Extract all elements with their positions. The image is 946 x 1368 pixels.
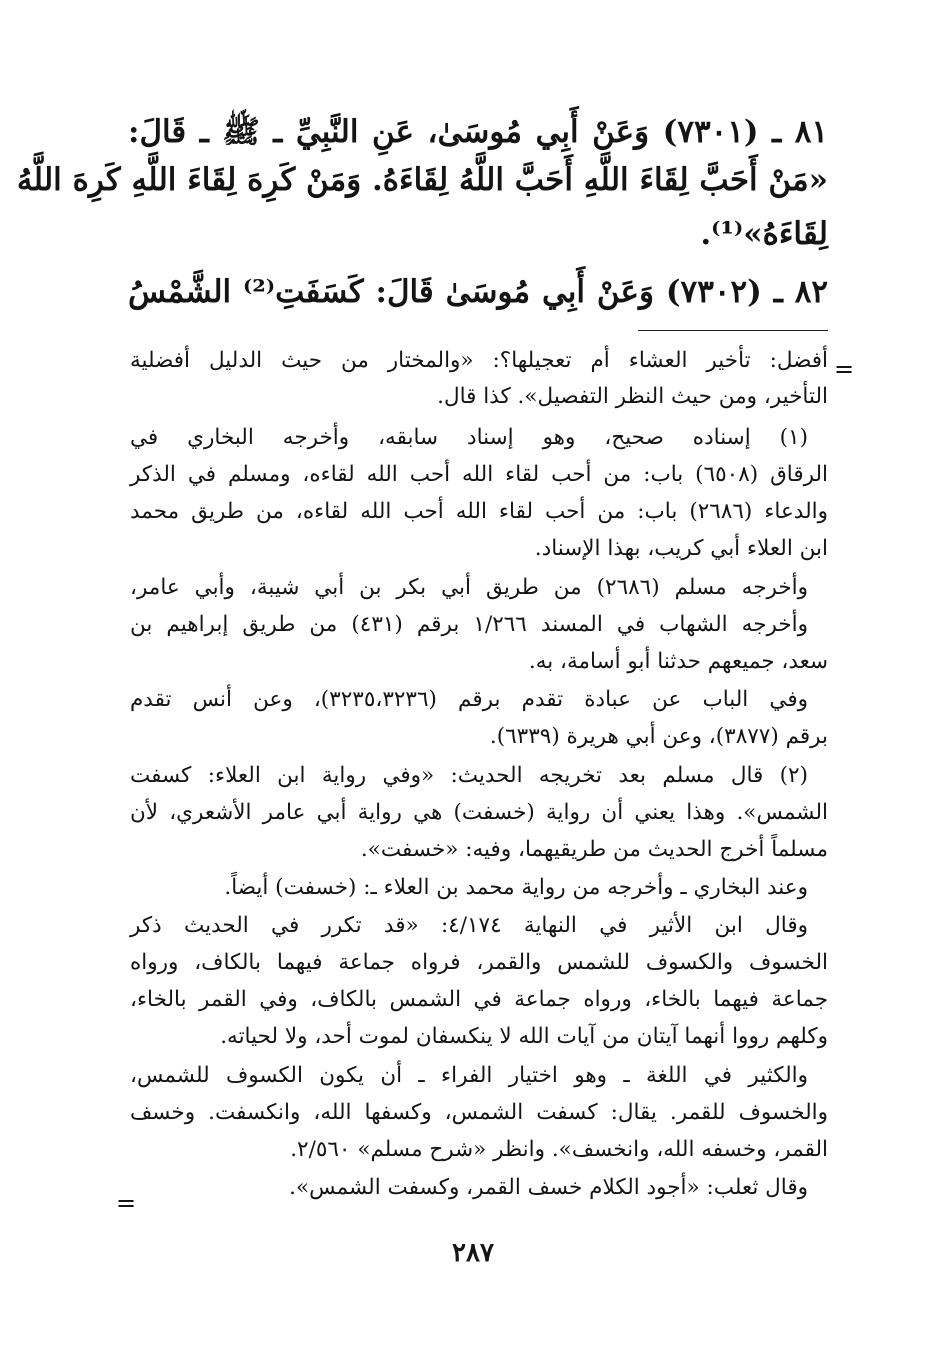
footnote-line: وقال ابن الأثير في النهاية ٤/١٧٤: «قد تكرر في الحديث ذكر [130, 913, 808, 938]
footnote-line: جماعة فيهما بالخاء، ورواه جماعة في الشمس بالكاف، وفي القمر بالخاء، [130, 987, 828, 1012]
footnote-line: سعد، جميعهم حدثنا أبو أسامة، به. [528, 649, 828, 674]
footnote-end-continuation-mark: = [116, 1189, 137, 1217]
hadith-81-line-2: «مَنْ أَحَبَّ لِقَاءَ اللَّهِ أَحَبَّ اللَّهُ لِقَاءَهُ. وَمَنْ كَرِهَ لِقَاءَ اللَّهِ كَرِهَ اللَّهُ [16, 162, 828, 198]
footnote-line: التأخير، ومن حيث النظر التفصيل». كذا قال. [437, 384, 828, 409]
footnote-line: برقم (٣٨٧٧)، وعن أبي هريرة (٦٣٣٩). [489, 724, 828, 749]
footnote-2-start: (٢) قال مسلم بعد تخريجه الحديث: «وفي رواية ابن العلاء: كسفت [130, 763, 808, 788]
footnote-line: مسلماً أخرج الحديث من طريقيهما، وفيه: «خسفت». [360, 837, 828, 862]
hadith-82-line-1: ٨٢ ـ (٧٣٠٢) وَعَنْ أَبِي مُوسَىٰ قَالَ: كَسَفَتِ⁽²⁾ الشَّمْسُ [128, 274, 828, 310]
hadith-81-line-3: لِقَاءَهُ»⁽¹⁾. [700, 216, 828, 252]
footnote-continuation-mark: = [834, 355, 855, 383]
footnote-line: الخسوف والكسوف للشمس والقمر، فرواه جماعة فيهما بالكاف، ورواه [130, 950, 828, 975]
footnote-line: ابن العلاء أبي كريب، بهذا الإسناد. [534, 536, 828, 561]
footnote-line: وفي الباب عن عبادة تقدم برقم (٣٢٣٥،٣٢٣٦)، وعن أنس تقدم [130, 687, 808, 712]
footnote-line: وعند البخاري ـ وأخرجه من رواية محمد بن العلاء ـ: (خسفت) أيضاً. [224, 875, 808, 900]
footnote-line: والدعاء (٢٦٨٦) باب: من أحب لقاء الله أحب الله لقاءه، من طريق محمد [130, 499, 828, 524]
footnote-line: والكثير في اللغة ـ وهو اختيار الفراء ـ أن يكون الكسوف للشمس، [130, 1063, 808, 1088]
footnote-line: القمر، وخسفه الله، وانخسف». وانظر «شرح مسلم» ٢/٥٦٠. [290, 1137, 828, 1162]
footnote-line: وأخرجه مسلم (٢٦٨٦) من طريق أبي بكر بن أبي شيبة، وأبي عامر، [130, 575, 808, 600]
hadith-81-line-1: ٨١ ـ (٧٣٠١) وَعَنْ أَبِي مُوسَىٰ، عَنِ النَّبِيِّ ـ ﷺ ـ قَالَ: [128, 114, 828, 150]
footnote-divider [638, 330, 828, 331]
footnote-line: الشمس». وهذا يعني أن رواية (خسفت) هي رواية أبي عامر الأشعري، لأن [130, 800, 828, 825]
footnote-line: أفضل: تأخير العشاء أم تعجيلها؟: «والمختار من حيث الدليل أفضلية [130, 348, 828, 373]
footnote-line: وكلهم رووا أنهما آيتان من آيات الله لا ينكسفان لموت أحد، ولا لحياته. [220, 1024, 828, 1049]
footnote-line: والخسوف للقمر. يقال: كسفت الشمس، وكسفها الله، وانكسفت. وخسف [130, 1100, 828, 1125]
footnote-line: الرقاق (٦٥٠٨) باب: من أحب لقاء الله أحب الله لقاءه، ومسلم في الذكر [130, 462, 828, 487]
footnote-1-start: (١) إسناده صحيح، وهو إسناد سابقه، وأخرجه البخاري في [130, 425, 808, 450]
footnote-line: وأخرجه الشهاب في المسند ١/٢٦٦ برقم (٤٣١) من طريق إبراهيم بن [130, 612, 808, 637]
footnote-line: وقال ثعلب: «أجود الكلام خسف القمر، وكسفت الشمس». [289, 1175, 808, 1200]
page-number: ٢٨٧ [452, 1238, 494, 1268]
